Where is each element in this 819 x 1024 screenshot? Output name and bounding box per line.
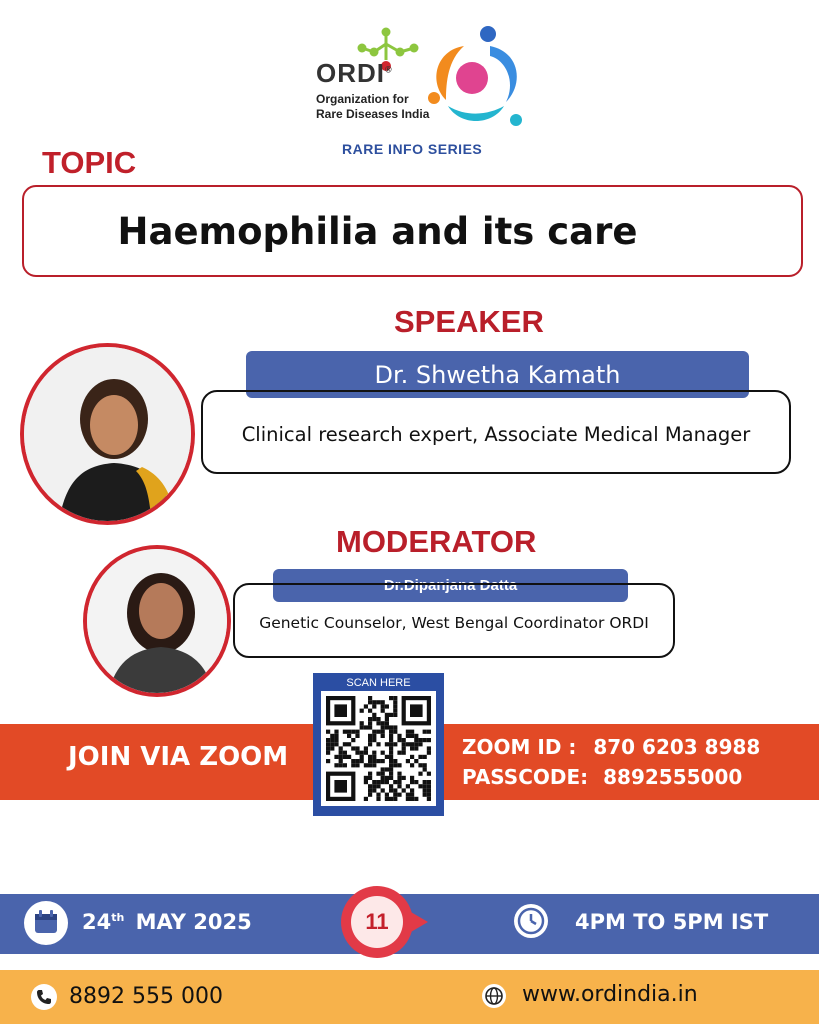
qr-module: [368, 725, 372, 729]
qr-module: [368, 784, 372, 788]
qr-module: [406, 730, 410, 734]
ordi-wordmark: ORDI®: [316, 58, 393, 88]
qr-module: [385, 717, 389, 721]
speaker-heading: SPEAKER: [394, 304, 544, 339]
qr-module: [414, 746, 418, 750]
zoom-id-value[interactable]: 870 6203 8988: [593, 735, 761, 759]
zoom-passcode: [462, 765, 742, 789]
qr-module: [427, 751, 431, 755]
qr-module: [389, 776, 393, 780]
qr-module: [360, 751, 364, 755]
qr-module: [381, 704, 385, 708]
qr-module: [360, 709, 364, 713]
qr-module: [389, 746, 393, 750]
clock-icon: [514, 904, 548, 938]
qr-module: [372, 759, 376, 763]
qr-module: [427, 730, 431, 734]
qr-module: [402, 788, 406, 792]
topic-title: Haemophilia and its care: [117, 209, 638, 253]
qr-module: [414, 742, 418, 746]
qr-module: [376, 717, 380, 721]
qr-module: [339, 751, 343, 755]
qr-module: [393, 788, 397, 792]
qr-module: [326, 759, 330, 763]
qr-module: [347, 734, 351, 738]
qr-module: [364, 776, 368, 780]
qr-module: [410, 734, 414, 738]
qr-module: [406, 797, 410, 801]
qr-module: [397, 784, 401, 788]
qr-module: [423, 730, 427, 734]
qr-module: [385, 797, 389, 801]
qr-module: [389, 742, 393, 746]
qr-module: [389, 751, 393, 755]
qr-module: [364, 763, 368, 767]
qr-module: [368, 759, 372, 763]
speaker-silhouette: [24, 347, 195, 525]
qr-module: [402, 751, 406, 755]
contact-website[interactable]: www.ordindia.in: [522, 982, 698, 1007]
qr-module: [406, 784, 410, 788]
qr-module: [376, 700, 380, 704]
qr-module: [389, 784, 393, 788]
episode-number: 11: [351, 896, 403, 948]
qr-module: [410, 788, 414, 792]
qr-finder: [334, 704, 347, 717]
qr-module: [351, 759, 355, 763]
qr-module: [334, 763, 338, 767]
qr-module: [393, 797, 397, 801]
qr-module: [406, 742, 410, 746]
qr-module: [343, 730, 347, 734]
qr-module: [385, 755, 389, 759]
qr-module: [381, 767, 385, 771]
qr-module: [360, 721, 364, 725]
qr-module: [393, 704, 397, 708]
moderator-role: Genetic Counselor, West Bengal Coordinator ORDI: [259, 613, 649, 632]
qr-module: [389, 797, 393, 801]
qr-module: [372, 704, 376, 708]
qr-module: [410, 742, 414, 746]
qr-code-graphic: [321, 691, 436, 806]
qr-module: [381, 759, 385, 763]
globe-icon: [482, 984, 506, 1008]
contact-phone[interactable]: 8892 555 000: [69, 984, 223, 1009]
qr-module: [334, 730, 338, 734]
qr-module: [347, 742, 351, 746]
qr-module: [339, 759, 343, 763]
qr-module: [385, 780, 389, 784]
qr-module: [372, 784, 376, 788]
qr-module: [360, 755, 364, 759]
qr-module: [414, 759, 418, 763]
qr-module: [393, 713, 397, 717]
qr-module: [410, 755, 414, 759]
qr-module: [368, 738, 372, 742]
qr-module: [376, 784, 380, 788]
qr-module: [418, 784, 422, 788]
qr-module: [368, 793, 372, 797]
qr-module: [402, 738, 406, 742]
qr-module: [418, 738, 422, 742]
speaker-role: Clinical research expert, Associate Medical Manager: [241, 422, 751, 446]
qr-module: [423, 738, 427, 742]
qr-module: [397, 776, 401, 780]
qr-module: [393, 742, 397, 746]
qr-module: [393, 730, 397, 734]
qr-module: [427, 788, 431, 792]
qr-module: [427, 784, 431, 788]
qr-module: [397, 772, 401, 776]
qr-module: [427, 738, 431, 742]
qr-module: [410, 780, 414, 784]
qr-module: [334, 742, 338, 746]
qr-module: [372, 763, 376, 767]
passcode-label: PASSCODE:: [462, 765, 589, 789]
qr-module: [376, 730, 380, 734]
qr-module: [418, 763, 422, 767]
qr-module: [347, 755, 351, 759]
qr-module: [406, 734, 410, 738]
moderator-name-bar: Dr.Dipanjana Datta: [273, 569, 628, 602]
zoom-id: [462, 735, 760, 759]
topic-label: TOPIC: [42, 145, 137, 180]
qr-module: [381, 700, 385, 704]
qr-module: [402, 776, 406, 780]
qr-module: [410, 797, 414, 801]
qr-module: [389, 767, 393, 771]
qr-module: [372, 780, 376, 784]
qr-module: [351, 746, 355, 750]
qr-module: [423, 755, 427, 759]
qr-module: [414, 797, 418, 801]
qr-module: [343, 763, 347, 767]
qr-module: [381, 730, 385, 734]
qr-module: [397, 793, 401, 797]
qr-module: [368, 788, 372, 792]
moderator-heading: MODERATOR: [336, 524, 537, 559]
qr-module: [360, 759, 364, 763]
qr-module: [343, 742, 347, 746]
qr-module: [355, 751, 359, 755]
moderator-photo: [83, 545, 231, 697]
qr-module: [368, 763, 372, 767]
qr-module: [364, 780, 368, 784]
join-via-zoom: JOIN VIA ZOOM: [68, 742, 289, 772]
qr-module: [385, 767, 389, 771]
qr-module: [339, 746, 343, 750]
scan-here-label: SCAN HERE: [346, 677, 411, 689]
qr-module: [389, 755, 393, 759]
qr-module: [423, 788, 427, 792]
qr-module: [410, 746, 414, 750]
qr-module: [393, 793, 397, 797]
qr-module: [368, 772, 372, 776]
qr-finder: [334, 780, 347, 793]
qr-module: [355, 746, 359, 750]
topic-box: [22, 185, 803, 277]
qr-module: [414, 738, 418, 742]
qr-module: [347, 730, 351, 734]
qr-module: [368, 742, 372, 746]
event-day: 24: [82, 910, 112, 934]
ordi-fullname-line2: Rare Diseases India: [316, 107, 430, 121]
qr-module: [423, 767, 427, 771]
qr-module: [418, 742, 422, 746]
qr-module: [372, 717, 376, 721]
qr-module: [355, 730, 359, 734]
qr-module: [423, 780, 427, 784]
qr-finder: [410, 704, 423, 717]
qr-module: [393, 780, 397, 784]
qr-module: [423, 784, 427, 788]
qr-module: [372, 734, 376, 738]
qr-module: [410, 730, 414, 734]
qr-module: [339, 763, 343, 767]
qr-module: [393, 696, 397, 700]
qr-module: [397, 780, 401, 784]
qr-module: [414, 734, 418, 738]
qr-module: [368, 734, 372, 738]
qr-module: [381, 780, 385, 784]
qr-module: [381, 725, 385, 729]
qr-module: [423, 793, 427, 797]
qr-module: [376, 721, 380, 725]
qr-module: [334, 738, 338, 742]
qr-module: [334, 734, 338, 738]
qr-module: [389, 713, 393, 717]
passcode-value[interactable]: 8892555000: [603, 765, 743, 789]
qr-module: [326, 742, 330, 746]
qr-module: [330, 742, 334, 746]
qr-module: [339, 755, 343, 759]
qr-module: [423, 763, 427, 767]
qr-module: [397, 734, 401, 738]
qr-module: [393, 700, 397, 704]
qr-module: [385, 721, 389, 725]
qr-module: [326, 751, 330, 755]
calendar-icon: [24, 901, 68, 945]
qr-module: [410, 793, 414, 797]
qr-module: [385, 742, 389, 746]
zoom-id-label: ZOOM ID :: [462, 735, 577, 759]
qr-module: [360, 725, 364, 729]
qr-module: [368, 776, 372, 780]
qr-module: [427, 746, 431, 750]
qr-module: [381, 788, 385, 792]
qr-module: [381, 721, 385, 725]
qr-module: [389, 759, 393, 763]
qr-module: [376, 772, 380, 776]
qr-module: [376, 797, 380, 801]
qr-code[interactable]: [321, 691, 436, 806]
ordi-fullname: [316, 92, 429, 122]
qr-module: [385, 776, 389, 780]
qr-module: [385, 793, 389, 797]
qr-module: [427, 772, 431, 776]
qr-module: [410, 763, 414, 767]
qr-module: [406, 793, 410, 797]
qr-module: [381, 709, 385, 713]
qr-module: [397, 738, 401, 742]
event-month-year: MAY 2025: [135, 910, 252, 934]
qr-module: [326, 738, 330, 742]
qr-module: [343, 755, 347, 759]
qr-module: [364, 746, 368, 750]
qr-module: [368, 717, 372, 721]
qr-module: [368, 700, 372, 704]
qr-module: [381, 772, 385, 776]
qr-module: [389, 725, 393, 729]
qr-module: [372, 751, 376, 755]
qr-module: [389, 734, 393, 738]
phone-icon: [31, 984, 57, 1010]
qr-module: [372, 755, 376, 759]
qr-module: [351, 763, 355, 767]
ordi-fullname-line1: Organization for: [316, 92, 409, 106]
qr-module: [389, 730, 393, 734]
qr-module: [385, 704, 389, 708]
colorful-swirl-icon: [420, 22, 530, 132]
qr-module: [364, 797, 368, 801]
moderator-role-box: [233, 583, 675, 658]
event-day-suffix: th: [111, 911, 125, 924]
qr-module: [355, 763, 359, 767]
qr-module: [410, 776, 414, 780]
qr-module: [393, 759, 397, 763]
qr-module: [389, 738, 393, 742]
event-time: 4PM TO 5PM IST: [575, 910, 769, 934]
qr-module: [385, 713, 389, 717]
qr-module: [330, 738, 334, 742]
qr-module: [372, 788, 376, 792]
speaker-name-bar: Dr. Shwetha Kamath: [246, 351, 749, 398]
qr-module: [351, 730, 355, 734]
qr-module: [414, 780, 418, 784]
qr-module: [418, 772, 422, 776]
qr-module: [389, 788, 393, 792]
qr-module: [326, 746, 330, 750]
qr-module: [364, 704, 368, 708]
qr-module: [368, 696, 372, 700]
qr-module: [368, 721, 372, 725]
qr-module: [402, 742, 406, 746]
qr-module: [393, 763, 397, 767]
qr-module: [368, 755, 372, 759]
qr-module: [397, 751, 401, 755]
qr-module: [351, 738, 355, 742]
qr-module: [372, 730, 376, 734]
qr-module: [427, 797, 431, 801]
qr-module: [364, 725, 368, 729]
qr-module: [406, 759, 410, 763]
qr-module: [381, 776, 385, 780]
qr-module: [372, 738, 376, 742]
qr-module: [402, 746, 406, 750]
qr-module: [364, 751, 368, 755]
qr-module: [372, 713, 376, 717]
qr-module: [427, 780, 431, 784]
qr-module: [376, 793, 380, 797]
qr-module: [389, 763, 393, 767]
qr-module: [427, 793, 431, 797]
qr-module: [372, 700, 376, 704]
qr-module: [393, 709, 397, 713]
qr-module: [343, 751, 347, 755]
qr-module: [355, 759, 359, 763]
moderator-silhouette: [87, 549, 231, 697]
qr-module: [381, 734, 385, 738]
qr-module: [334, 755, 338, 759]
qr-module: [385, 725, 389, 729]
qr-module: [376, 742, 380, 746]
event-date: [82, 910, 252, 934]
qr-module: [418, 755, 422, 759]
qr-module: [381, 751, 385, 755]
qr-module: [355, 734, 359, 738]
speaker-role-box: [201, 390, 791, 474]
qr-module: [330, 734, 334, 738]
qr-module: [393, 725, 397, 729]
qr-module: [326, 730, 330, 734]
qr-module: [368, 709, 372, 713]
qr-module: [330, 746, 334, 750]
qr-module: [397, 763, 401, 767]
qr-module: [389, 696, 393, 700]
series-title: RARE INFO SERIES: [342, 141, 483, 157]
qr-module: [376, 780, 380, 784]
qr-module: [376, 759, 380, 763]
registered-mark: ®: [385, 64, 393, 75]
speaker-photo: [20, 343, 195, 525]
qr-module: [389, 772, 393, 776]
